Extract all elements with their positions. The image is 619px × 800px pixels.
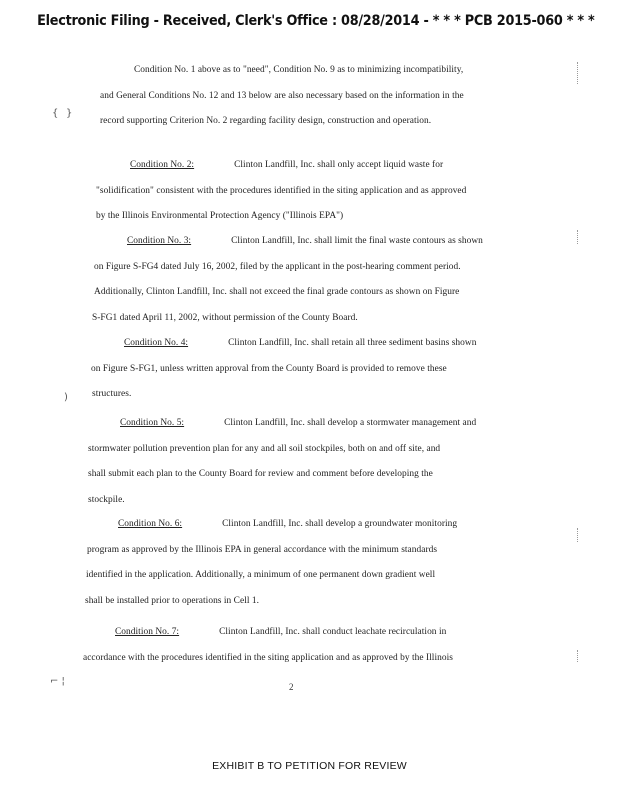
body-text-line — [86, 570, 435, 580]
line-text: Condition No. 1 above as to "need", Condition No. 9 as to minimizing incompatibility, — [134, 65, 464, 75]
condition-label: Condition No. 4: — [124, 338, 189, 348]
line-text: Clinton Landfill, Inc. shall develop a stormwater management and — [224, 418, 477, 428]
line-text: stormwater pollution prevention plan for any and all soil stockpiles, both on and off site, and — [88, 443, 441, 454]
scan-edge-dots — [577, 650, 580, 662]
body-text-line — [92, 313, 358, 323]
line-text: shall be installed prior to operations in Cell 1. — [85, 596, 260, 607]
line-text: Additionally, Clinton Landfill, Inc. shall not exceed the final grade contours as shown on Figure — [94, 287, 460, 298]
line-text: accordance with the procedures identified in the siting application and as approved by the Illinois — [83, 652, 453, 663]
condition-label: Condition No. 3: — [127, 236, 192, 246]
line-text: Clinton Landfill, Inc. shall retain all three sediment basins shown — [228, 338, 477, 348]
scan-edge-dots — [577, 230, 580, 244]
body-text-line — [91, 364, 447, 374]
line-text: "solidification" consistent with the procedures identified in the siting application and as approved — [96, 185, 467, 196]
body-text-line — [96, 186, 466, 196]
body-text-line — [96, 211, 343, 221]
body-text-line — [94, 287, 459, 297]
scan-edge-dots — [577, 62, 580, 84]
line-text: identified in the application. Additionally, a minimum of one permanent down gradient well — [86, 570, 436, 581]
line-text: S-FG1 dated April 11, 2002, without permission of the County Board. — [92, 313, 358, 324]
line-text: Clinton Landfill, Inc. shall only accept liquid waste for — [234, 160, 444, 170]
body-text-line — [85, 596, 259, 606]
line-text: record supporting Criterion No. 2 regarding facility design, construction and operation. — [100, 116, 432, 127]
body-text-line — [87, 545, 437, 555]
body-text-line — [88, 444, 440, 454]
line-text: on Figure S-FG4 dated July 16, 2002, filed by the applicant in the post-hearing comment period. — [94, 261, 461, 272]
line-text: Clinton Landfill, Inc. shall limit the final waste contours as shown — [231, 236, 483, 246]
body-text-line — [83, 653, 453, 663]
line-text: and General Conditions No. 12 and 13 below are also necessary based on the information in the — [100, 90, 464, 101]
scan-corner-mark: ⌐ ¦ — [50, 676, 65, 687]
filing-header: Electronic Filing - Received, Clerk's Office : 08/28/2014 - * * * PCB 2015-060 * * * — [37, 12, 595, 29]
line-text: Clinton Landfill, Inc. shall develop a groundwater monitoring — [222, 519, 458, 529]
condition-heading-line — [118, 519, 457, 529]
body-text-line — [100, 116, 431, 126]
condition-label: Condition No. 2: — [130, 160, 195, 170]
body-text-line — [134, 65, 463, 75]
condition-label: Condition No. 5: — [120, 418, 185, 428]
body-text-line — [92, 389, 131, 399]
page-number: 2 — [289, 682, 294, 692]
condition-heading-line — [127, 236, 483, 246]
condition-label: Condition No. 6: — [118, 519, 183, 529]
line-text: Clinton Landfill, Inc. shall conduct leachate recirculation in — [219, 627, 447, 637]
scan-bracket-mark: } — [66, 108, 73, 119]
body-text-line — [100, 91, 464, 101]
line-text: shall submit each plan to the County Board for review and comment before developing the — [88, 469, 433, 480]
condition-heading-line — [130, 160, 443, 170]
exhibit-footer: EXHIBIT B TO PETITION FOR REVIEW — [212, 760, 407, 772]
line-text: structures. — [92, 389, 132, 400]
body-text-line — [88, 469, 433, 479]
condition-heading-line — [120, 418, 476, 428]
scan-edge-dots — [577, 528, 580, 542]
scan-bracket-mark: { — [52, 108, 59, 119]
line-text: program as approved by the Illinois EPA in general accordance with the minimum standards — [87, 544, 438, 555]
line-text: by the Illinois Environmental Protection Agency ("Illinois EPA") — [96, 211, 344, 222]
condition-label: Condition No. 7: — [115, 627, 180, 637]
scan-paren-mark: ) — [64, 392, 68, 403]
condition-heading-line — [115, 627, 446, 637]
condition-heading-line — [124, 338, 476, 348]
line-text: stockpile. — [88, 495, 125, 506]
body-text-line — [94, 262, 461, 272]
line-text: on Figure S-FG1, unless written approval from the County Board is provided to remove these — [91, 363, 447, 374]
body-text-line — [88, 495, 125, 505]
